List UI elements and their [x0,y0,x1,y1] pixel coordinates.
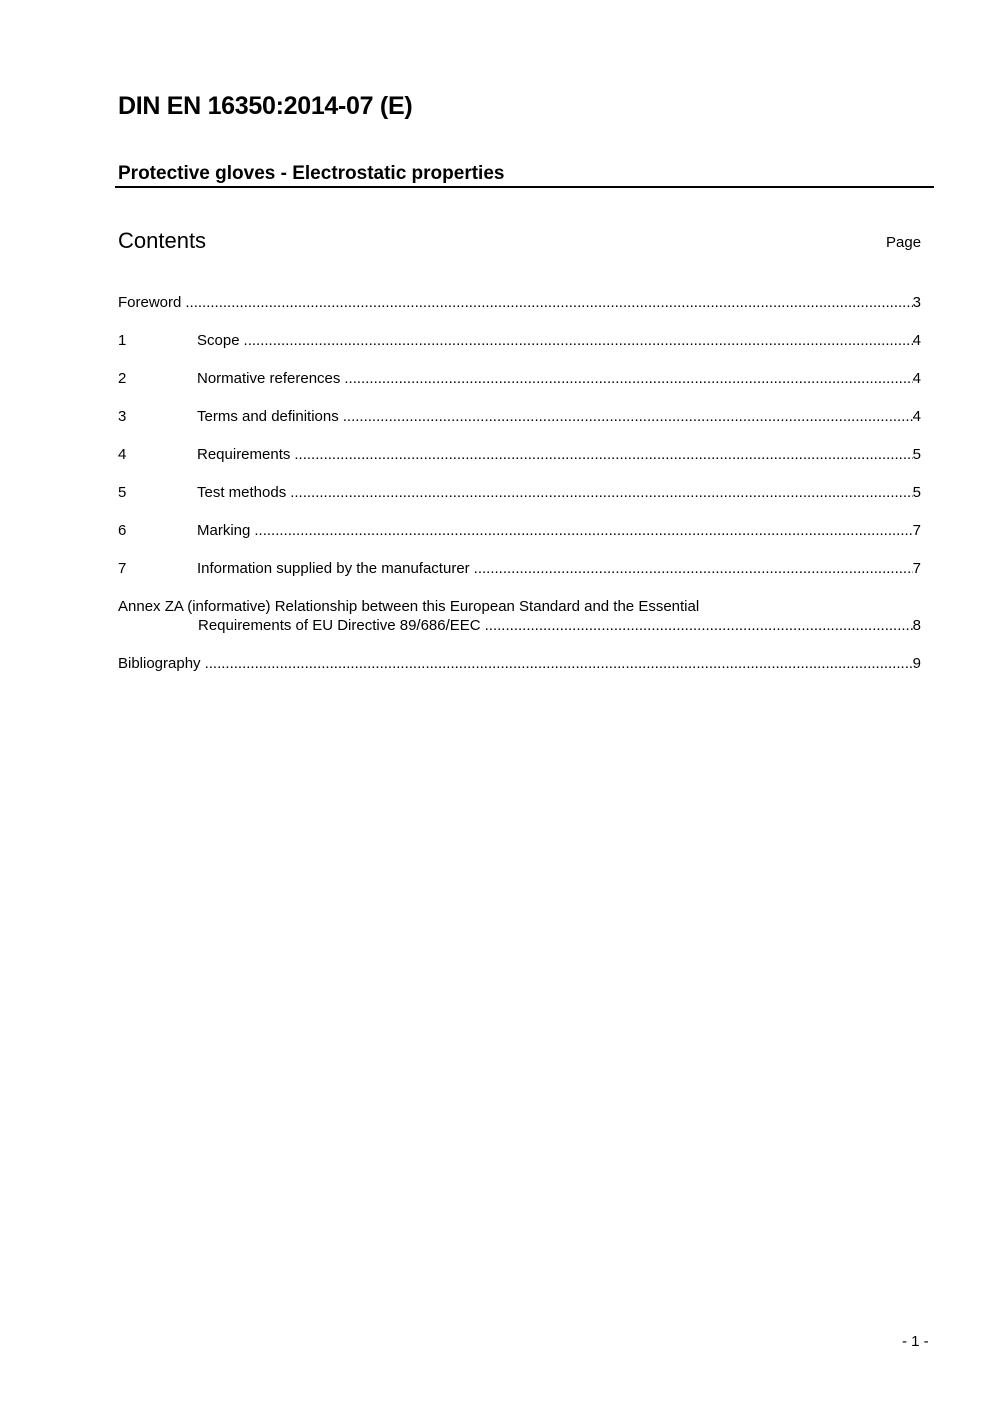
toc-entry-number: 7 [118,560,127,577]
toc-entry-title: Scope [197,332,240,349]
toc-leader-dots [294,445,912,464]
toc-entry-terms-and-definitions[interactable] [118,407,921,426]
document-subtitle: Protective gloves - Electrostatic properties [118,163,505,184]
toc-leader-dots [474,559,913,578]
toc-entry-marking[interactable] [118,521,921,540]
toc-entry-requirements[interactable] [118,445,921,464]
toc-entry-title: Terms and definitions [197,408,339,425]
toc-entry-number: 3 [118,408,127,425]
toc-entry-number: 1 [118,332,127,349]
toc-leader-dots [485,616,913,635]
toc-leader-dots [244,331,913,350]
toc-entry-title: Information supplied by the manufacturer [197,560,470,577]
table-of-contents [118,293,921,673]
toc-entry-title: Normative references [197,370,341,387]
toc-entry-page: 5 [912,446,921,463]
toc-entry-page: 4 [912,370,921,387]
toc-entry-title: Requirements [197,446,291,463]
toc-entry-test-methods[interactable] [118,483,921,502]
toc-entry-normative-references[interactable] [118,369,921,388]
toc-entry-bibliography[interactable] [118,654,921,673]
toc-entry-number: 5 [118,484,127,501]
toc-entry-title: Annex ZA (informative) Relationship between this European Standard and the Essential [118,598,700,615]
toc-leader-dots [343,407,913,426]
toc-leader-dots [254,521,912,540]
toc-leader-dots [344,369,912,388]
toc-entry-number: 6 [118,522,127,539]
document-title: DIN EN 16350:2014-07 (E) [118,92,413,120]
contents-heading: Contents [118,228,207,253]
toc-entry-page: 4 [912,332,921,349]
toc-entry-page: 5 [912,484,921,501]
toc-leader-dots [290,483,912,502]
toc-entry-number: 2 [118,370,127,387]
toc-entry-scope[interactable] [118,331,921,350]
toc-entry-page: 7 [912,560,921,577]
toc-leader-dots [205,654,913,673]
toc-entry-page: 3 [912,294,921,311]
toc-entry-title-continuation [118,616,921,635]
toc-entry-page: 8 [912,617,921,634]
page-column-heading: Page [886,234,922,251]
toc-entry-title: Test methods [197,484,287,501]
toc-entry-foreword[interactable] [118,293,921,312]
toc-entry-title: Requirements of EU Directive 89/686/EEC [198,617,481,634]
toc-entry-page: 9 [912,655,921,672]
toc-entry-information-supplied[interactable] [118,559,921,578]
toc-entry-page: 4 [912,408,921,425]
title-divider [115,186,934,188]
toc-leader-dots [185,293,912,312]
toc-entry-title: Marking [197,522,251,539]
toc-entry-title: Bibliography [118,655,201,672]
toc-entry-title: Foreword [118,294,182,311]
toc-entry-number: 4 [118,446,127,463]
toc-entry-annex-za[interactable] [118,597,921,635]
toc-entry-page: 7 [912,522,921,539]
page-number: - 1 - [902,1333,929,1350]
